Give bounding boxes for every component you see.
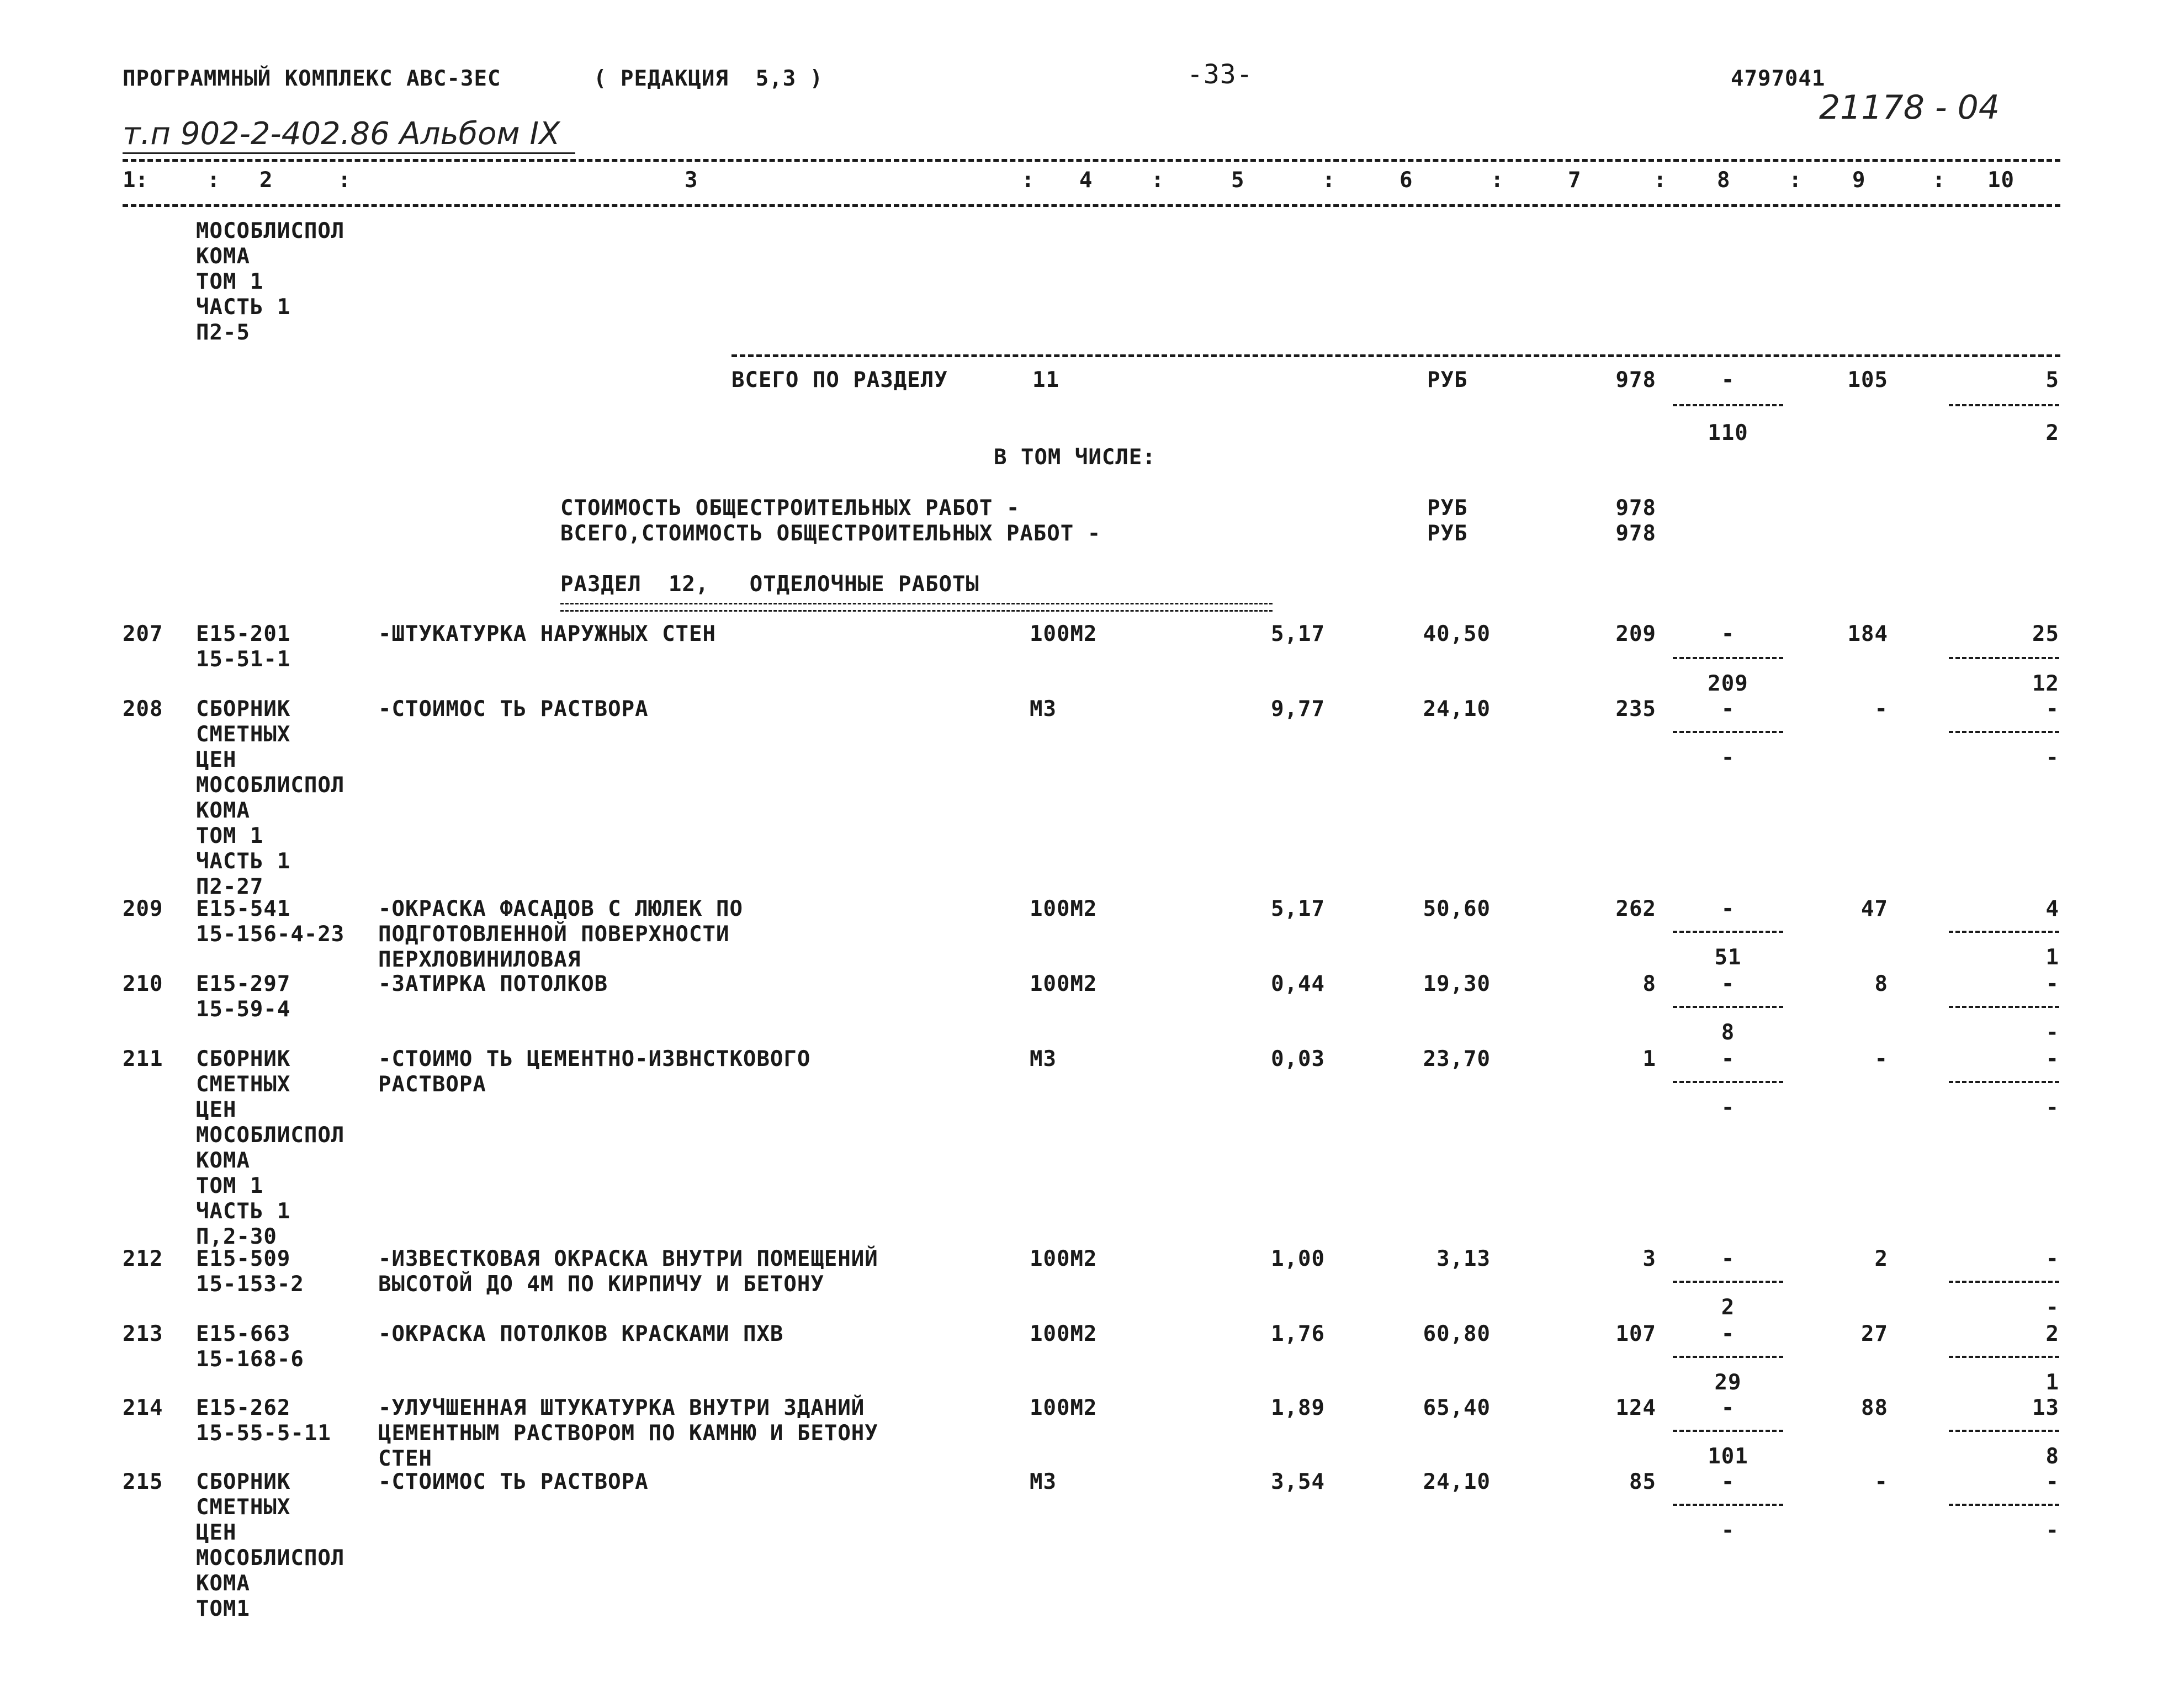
row-quantity: 3,54 — [1271, 1469, 1325, 1494]
row-code: П,2-30 — [196, 1224, 277, 1249]
row-code: МОСОБЛИСПОЛ — [196, 773, 345, 798]
row-code: 15-55-5-11 — [196, 1421, 331, 1446]
row-code: 15-59-4 — [196, 997, 291, 1022]
row-col10-top: - — [2045, 1469, 2059, 1494]
summary-label: ВСЕГО ПО РАЗДЕЛУ — [731, 368, 948, 392]
row-number: 208 — [123, 697, 163, 721]
col-sep: : — [1653, 168, 1667, 193]
row-col10-bottom: - — [2045, 1295, 2059, 1320]
program-title: ПРОГРАММНЫЙ КОМПЛЕКС АВС-ЗЕС — [123, 66, 501, 91]
row-price: 24,10 — [1423, 1469, 1491, 1494]
including-label: В ТОМ ЧИСЛЕ: — [994, 445, 1156, 470]
row-total: 209 — [1615, 622, 1656, 646]
row-description: -ОКРАСКА ФАСАДОВ С ЛЮЛЕК ПО — [378, 896, 743, 921]
column-header: 6 — [1400, 168, 1413, 193]
row-code: Е15-262 — [196, 1396, 291, 1420]
row-price: 60,80 — [1423, 1322, 1491, 1346]
row-number: 214 — [123, 1396, 163, 1420]
row-col10-bottom: - — [2045, 1020, 2059, 1045]
section-title: РАЗДЕЛ 12, ОТДЕЛОЧНЫЕ РАБОТЫ — [560, 572, 979, 597]
cost-line-label: СТОИМОСТЬ ОБЩЕСТРОИТЕЛЬНЫХ РАБОТ - — [560, 496, 1020, 521]
row-col8-bottom: 8 — [1721, 1020, 1735, 1045]
fraction-rule — [1673, 404, 1783, 406]
fraction-rule — [1949, 731, 2059, 733]
col-sep: : — [1491, 168, 1504, 193]
row-total: 8 — [1642, 972, 1656, 996]
row-quantity: 1,89 — [1271, 1396, 1325, 1420]
row-col10-bottom: 1 — [2045, 945, 2059, 970]
row-col9: - — [1874, 1469, 1888, 1494]
row-code: МОСОБЛИСПОЛ — [196, 1123, 345, 1148]
row-col8-bottom: 209 — [1708, 671, 1748, 696]
row-unit: 100М2 — [1030, 896, 1098, 921]
row-code: ТОМ 1 — [196, 1174, 264, 1198]
row-quantity: 1,76 — [1271, 1322, 1325, 1346]
row-col10-top: - — [2045, 1246, 2059, 1271]
row-col8-top: - — [1721, 1322, 1735, 1346]
row-code: 15-156-4-23 — [196, 922, 345, 947]
row-description: -ШТУКАТУРКА НАРУЖНЫХ СТЕН — [378, 622, 716, 646]
row-total: 3 — [1642, 1246, 1656, 1271]
row-code: КОМА — [196, 798, 250, 823]
fraction-rule — [1949, 1356, 2059, 1358]
row-code: СБОРНИК — [196, 1047, 291, 1071]
row-code: ЦЕН — [196, 1097, 237, 1122]
row-code: МОСОБЛИСПОЛ — [196, 1546, 345, 1570]
row-code: ЧАСТЬ 1 — [196, 849, 291, 874]
handwritten-code: 21178 - 04 — [1819, 88, 2000, 127]
row-description: -ОКРАСКА ПОТОЛКОВ КРАСКАМИ ПХВ — [378, 1322, 784, 1346]
fraction-rule — [1673, 1281, 1783, 1283]
fraction-rule — [1949, 1006, 2059, 1008]
code-line: П2-5 — [196, 320, 250, 345]
row-price: 3,13 — [1436, 1246, 1491, 1271]
row-code: СМЕТНЫХ — [196, 722, 291, 747]
col-sep: : — [207, 168, 221, 193]
row-col8-top: - — [1721, 1469, 1735, 1494]
fraction-rule — [1949, 931, 2059, 933]
fraction-rule — [1673, 1356, 1783, 1358]
handwritten-underline — [123, 152, 575, 154]
row-price: 24,10 — [1423, 697, 1491, 721]
row-col10-bottom: 12 — [2032, 671, 2059, 696]
row-unit: 100М2 — [1030, 622, 1098, 646]
row-col10-bottom: 1 — [2045, 1370, 2059, 1395]
cost-line-unit: РУБ — [1427, 521, 1468, 546]
row-col8-top: - — [1721, 1396, 1735, 1420]
row-code: Е15-663 — [196, 1322, 291, 1346]
fraction-rule — [1673, 1081, 1783, 1083]
row-description: РАСТВОРА — [378, 1072, 486, 1097]
row-number: 210 — [123, 972, 163, 996]
fraction-rule — [1949, 1504, 2059, 1506]
cost-line-label: ВСЕГО,СТОИМОСТЬ ОБЩЕСТРОИТЕЛЬНЫХ РАБОТ - — [560, 521, 1101, 546]
cost-line-unit: РУБ — [1427, 496, 1468, 521]
row-number: 213 — [123, 1322, 163, 1346]
row-col10-bottom: - — [2045, 1095, 2059, 1120]
column-header: 5 — [1231, 168, 1245, 193]
row-number: 209 — [123, 896, 163, 921]
col-sep: : — [1932, 168, 1946, 193]
row-number: 207 — [123, 622, 163, 646]
row-col9: 88 — [1861, 1396, 1888, 1420]
row-col9: - — [1874, 1047, 1888, 1071]
row-description: -УЛУЧШЕННАЯ ШТУКАТУРКА ВНУТРИ ЗДАНИЙ — [378, 1396, 865, 1420]
column-header: 4 — [1079, 168, 1093, 193]
row-col8-bottom: 2 — [1721, 1295, 1735, 1320]
row-code: СМЕТНЫХ — [196, 1495, 291, 1520]
fraction-rule — [1949, 1281, 2059, 1283]
cost-line-value: 978 — [1615, 496, 1656, 521]
row-col9: 2 — [1874, 1246, 1888, 1271]
row-code: ЦЕН — [196, 1520, 237, 1545]
row-col8-bottom: 51 — [1714, 945, 1742, 970]
fraction-rule — [1949, 1081, 2059, 1083]
row-code: ТОМ 1 — [196, 824, 264, 848]
fraction-rule — [1673, 731, 1783, 733]
row-total: 107 — [1615, 1322, 1656, 1346]
row-col8-top: - — [1721, 896, 1735, 921]
row-description: ПОДГОТОВЛЕННОЙ ПОВЕРХНОСТИ — [378, 922, 730, 947]
row-price: 19,30 — [1423, 972, 1491, 996]
column-header: 3 — [685, 168, 698, 193]
row-number: 212 — [123, 1246, 163, 1271]
row-col8-bottom: 101 — [1708, 1444, 1748, 1469]
row-code: Е15-297 — [196, 972, 291, 996]
summary-col9: 105 — [1847, 368, 1888, 392]
code-line: КОМА — [196, 244, 250, 269]
row-col10-top: - — [2045, 1047, 2059, 1071]
row-unit: 100М2 — [1030, 972, 1098, 996]
edition-label: ( РЕДАКЦИЯ 5,3 ) — [593, 66, 824, 91]
cost-line-value: 978 — [1615, 521, 1656, 546]
row-unit: М3 — [1030, 697, 1057, 721]
row-quantity: 5,17 — [1271, 622, 1325, 646]
row-quantity: 1,00 — [1271, 1246, 1325, 1271]
row-description: ПЕРХЛОВИНИЛОВАЯ — [378, 947, 581, 972]
row-quantity: 0,44 — [1271, 972, 1325, 996]
row-number: 215 — [123, 1469, 163, 1494]
summary-section: 11 — [1032, 368, 1059, 392]
row-col9: 184 — [1847, 622, 1888, 646]
col-sep: : — [1021, 168, 1035, 193]
code-line: МОСОБЛИСПОЛ — [196, 219, 345, 243]
col-sep: : — [1789, 168, 1803, 193]
row-col9: 27 — [1861, 1322, 1888, 1346]
row-total: 1 — [1642, 1047, 1656, 1071]
row-col8-top: - — [1721, 622, 1735, 646]
row-total: 85 — [1629, 1469, 1656, 1494]
row-col10-top: - — [2045, 697, 2059, 721]
col-sep: : — [1322, 168, 1336, 193]
row-col8-top: - — [1721, 1246, 1735, 1271]
row-unit: М3 — [1030, 1047, 1057, 1071]
column-header: 7 — [1568, 168, 1582, 193]
fraction-rule — [1673, 657, 1783, 659]
row-total: 235 — [1615, 697, 1656, 721]
fraction-rule — [1673, 931, 1783, 933]
row-col10-bottom: - — [2045, 745, 2059, 770]
row-total: 124 — [1615, 1396, 1656, 1420]
row-description: -ИЗВЕСТКОВАЯ ОКРАСКА ВНУТРИ ПОМЕЩЕНИЙ — [378, 1246, 878, 1271]
code-line: ТОМ 1 — [196, 269, 264, 294]
row-unit: 100М2 — [1030, 1396, 1098, 1420]
row-code: КОМА — [196, 1571, 250, 1596]
row-quantity: 5,17 — [1271, 896, 1325, 921]
row-quantity: 9,77 — [1271, 697, 1325, 721]
summary-col8-top: - — [1721, 368, 1735, 392]
row-code: СМЕТНЫХ — [196, 1072, 291, 1097]
row-description: -СТОИМО ТЬ ЦЕМЕНТНО-ИЗВНСТКОВОГО — [378, 1047, 811, 1071]
row-number: 211 — [123, 1047, 163, 1071]
fraction-rule — [1673, 1430, 1783, 1432]
row-unit: М3 — [1030, 1469, 1057, 1494]
row-code: 15-168-6 — [196, 1347, 304, 1372]
header-top-rule — [123, 159, 2060, 162]
summary-rule — [731, 354, 2060, 357]
row-col8-top: - — [1721, 697, 1735, 721]
row-code: Е15-201 — [196, 622, 291, 646]
row-col9: 47 — [1861, 896, 1888, 921]
row-quantity: 0,03 — [1271, 1047, 1325, 1071]
page-number: -33- — [1187, 59, 1253, 90]
column-header: 2 — [259, 168, 273, 193]
row-col8-top: - — [1721, 972, 1735, 996]
row-code: Е15-509 — [196, 1246, 291, 1271]
document-code: 4797041 — [1731, 66, 1826, 91]
header-bottom-rule — [123, 204, 2060, 207]
row-col9: 8 — [1874, 972, 1888, 996]
summary-total: 978 — [1615, 368, 1656, 392]
fraction-rule — [1949, 1430, 2059, 1432]
fraction-rule — [1673, 1504, 1783, 1506]
row-col8-bottom: - — [1721, 1518, 1735, 1543]
row-col10-top: 2 — [2045, 1322, 2059, 1346]
row-code: Е15-541 — [196, 896, 291, 921]
row-price: 65,40 — [1423, 1396, 1491, 1420]
row-description: -СТОИМОС ТЬ РАСТВОРА — [378, 697, 649, 721]
col-sep: : — [135, 168, 149, 193]
row-description: СТЕН — [378, 1446, 432, 1471]
row-col10-bottom: 8 — [2045, 1444, 2059, 1469]
row-code: КОМА — [196, 1148, 250, 1173]
row-col10-top: 13 — [2032, 1396, 2059, 1420]
summary-col8-bottom: 110 — [1708, 421, 1748, 445]
row-code: 15-153-2 — [196, 1272, 304, 1297]
row-price: 50,60 — [1423, 896, 1491, 921]
row-col8-top: - — [1721, 1047, 1735, 1071]
fraction-rule — [1673, 1006, 1783, 1008]
row-price: 23,70 — [1423, 1047, 1491, 1071]
row-description: -СТОИМОС ТЬ РАСТВОРА — [378, 1469, 649, 1494]
row-price: 40,50 — [1423, 622, 1491, 646]
fraction-rule — [1949, 657, 2059, 659]
row-total: 262 — [1615, 896, 1656, 921]
summary-unit: РУБ — [1427, 368, 1468, 392]
row-col10-top: - — [2045, 972, 2059, 996]
row-description: ВЫСОТОЙ ДО 4М ПО КИРПИЧУ И БЕТОНУ — [378, 1272, 824, 1297]
row-code: 15-51-1 — [196, 647, 291, 672]
row-description: ЦЕМЕНТНЫМ РАСТВОРОМ ПО КАМНЮ И БЕТОНУ — [378, 1421, 878, 1446]
summary-col10-bottom: 2 — [2045, 421, 2059, 445]
column-header: 9 — [1852, 168, 1866, 193]
row-code: ЧАСТЬ 1 — [196, 1199, 291, 1224]
row-code: П2-27 — [196, 874, 264, 899]
row-col10-top: 25 — [2032, 622, 2059, 646]
row-col9: - — [1874, 697, 1888, 721]
row-unit: 100М2 — [1030, 1246, 1098, 1271]
code-line: ЧАСТЬ 1 — [196, 295, 291, 320]
column-header: 8 — [1717, 168, 1731, 193]
row-code: ЦЕН — [196, 747, 237, 772]
fraction-rule — [1949, 404, 2059, 406]
row-col10-top: 4 — [2045, 896, 2059, 921]
row-code: ТОМ1 — [196, 1596, 250, 1621]
section-title-underline — [560, 603, 1273, 612]
row-unit: 100М2 — [1030, 1322, 1098, 1346]
row-code: СБОРНИК — [196, 1469, 291, 1494]
summary-col10-top: 5 — [2045, 368, 2059, 392]
row-col8-bottom: 29 — [1714, 1370, 1742, 1395]
handwritten-reference: т.п 902-2-402.86 Альбом IX — [123, 116, 560, 152]
row-col8-bottom: - — [1721, 745, 1735, 770]
column-header: 1 — [123, 168, 136, 193]
row-col10-bottom: - — [2045, 1518, 2059, 1543]
col-sep: : — [1151, 168, 1165, 193]
row-code: СБОРНИК — [196, 697, 291, 721]
row-description: -ЗАТИРКА ПОТОЛКОВ — [378, 972, 608, 996]
row-col8-bottom: - — [1721, 1095, 1735, 1120]
col-sep: : — [338, 168, 352, 193]
column-header: 10 — [1987, 168, 2015, 193]
